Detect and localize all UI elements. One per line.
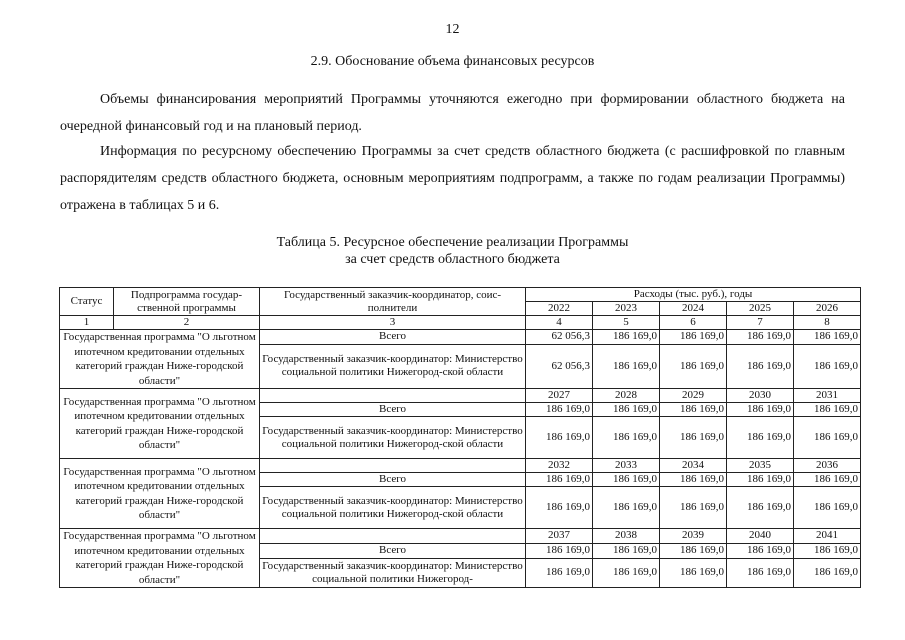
value-cell: 186 169,0 [593, 330, 660, 345]
column-number-row [60, 316, 861, 330]
year-cell: 2034 [660, 459, 727, 473]
header-subprogram: Подпрограмма государ-ственной программы [114, 288, 260, 316]
table-caption-line-1: Таблица 5. Ресурсное обеспечение реализации Программы [276, 235, 629, 250]
total-label: Всего [260, 543, 526, 558]
value-cell: 62 056,3 [526, 344, 593, 388]
value-cell: 186 169,0 [526, 543, 593, 558]
section-title: 2.9. Обоснование объема финансовых ресурсов [310, 54, 595, 69]
column-number: 3 [260, 316, 526, 330]
value-cell: 62 056,3 [526, 330, 593, 345]
value-cell: 186 169,0 [660, 330, 727, 345]
table-row [60, 330, 861, 345]
value-cell: 186 169,0 [526, 403, 593, 417]
value-cell: 186 169,0 [526, 473, 593, 487]
value-cell: 186 169,0 [526, 558, 593, 588]
program-name-cell: Государственная программа "О льготном ипотечном кредитовании отдельных категорий граждан Ниже-городской области" [60, 459, 260, 529]
value-cell: 186 169,0 [593, 417, 660, 459]
value-cell: 186 169,0 [794, 487, 861, 529]
year-cell: 2041 [794, 529, 861, 544]
header-year: 2024 [660, 302, 727, 316]
value-cell: 186 169,0 [593, 543, 660, 558]
column-number: 7 [727, 316, 794, 330]
year-cell: 2037 [526, 529, 593, 544]
column-number: 5 [593, 316, 660, 330]
value-cell: 186 169,0 [727, 417, 794, 459]
header-year: 2026 [794, 302, 861, 316]
value-cell: 186 169,0 [794, 543, 861, 558]
value-cell: 186 169,0 [794, 473, 861, 487]
total-label: Всего [260, 403, 526, 417]
coordinator-label: Государственный заказчик-координатор: Министерство социальной политики Нижегород-ской области [260, 344, 526, 388]
year-cell: 2029 [660, 389, 727, 403]
value-cell: 186 169,0 [660, 417, 727, 459]
value-cell: 186 169,0 [727, 330, 794, 345]
page-number: 12 [445, 22, 460, 37]
value-cell: 186 169,0 [794, 417, 861, 459]
program-name-cell: Государственная программа "О льготном ипотечном кредитовании отдельных категорий граждан Ниже-городской области" [60, 330, 260, 389]
year-cell: 2038 [593, 529, 660, 544]
value-cell: 186 169,0 [727, 344, 794, 388]
header-year: 2025 [727, 302, 794, 316]
coordinator-label: Государственный заказчик-координатор: Министерство социальной политики Нижегород- [260, 558, 526, 588]
value-cell: 186 169,0 [660, 543, 727, 558]
value-cell: 186 169,0 [593, 344, 660, 388]
coordinator-label: Государственный заказчик-координатор: Министерство социальной политики Нижегород-ской области [260, 487, 526, 529]
value-cell: 186 169,0 [660, 558, 727, 588]
year-cell: 2031 [794, 389, 861, 403]
value-cell: 186 169,0 [593, 403, 660, 417]
program-name-cell: Государственная программа "О льготном ипотечном кредитовании отдельных категорий граждан Ниже-городской области" [60, 529, 260, 588]
column-number: 6 [660, 316, 727, 330]
value-cell: 186 169,0 [794, 344, 861, 388]
year-row [60, 389, 861, 403]
header-year: 2022 [526, 302, 593, 316]
year-cell: 2030 [727, 389, 794, 403]
value-cell: 186 169,0 [660, 487, 727, 529]
paragraph-2: Информация по ресурсному обеспечению Программы за счет средств областного бюджета (с расшифровкой по главным распорядителям средств областного бюджета, основным мероприятиям подпрограмм, а также по годам реализации Программы) отражена в таблицах 5 и 6. [60, 144, 845, 213]
table-caption-line-2: за счет средств областного бюджета [345, 252, 560, 267]
year-cell: 2027 [526, 389, 593, 403]
column-number: 4 [526, 316, 593, 330]
table-caption [0, 234, 905, 268]
year-row [60, 529, 861, 544]
header-status: Статус [60, 288, 114, 316]
value-cell: 186 169,0 [660, 403, 727, 417]
value-cell: 186 169,0 [660, 473, 727, 487]
value-cell: 186 169,0 [593, 558, 660, 588]
value-cell: 186 169,0 [593, 473, 660, 487]
total-label: Всего [260, 473, 526, 487]
total-label: Всего [260, 330, 526, 345]
year-cell: 2039 [660, 529, 727, 544]
coordinator-label: Государственный заказчик-координатор: Министерство социальной политики Нижегород-ской области [260, 417, 526, 459]
resource-table [59, 287, 861, 588]
value-cell: 186 169,0 [526, 417, 593, 459]
column-number: 2 [114, 316, 260, 330]
value-cell: 186 169,0 [727, 543, 794, 558]
year-cell: 2028 [593, 389, 660, 403]
value-cell: 186 169,0 [727, 473, 794, 487]
value-cell: 186 169,0 [794, 558, 861, 588]
year-cell: 2035 [727, 459, 794, 473]
program-name-cell: Государственная программа "О льготном ипотечном кредитовании отдельных категорий граждан Ниже-городской области" [60, 389, 260, 459]
year-cell: 2032 [526, 459, 593, 473]
value-cell: 186 169,0 [727, 403, 794, 417]
value-cell: 186 169,0 [526, 487, 593, 529]
value-cell: 186 169,0 [727, 487, 794, 529]
header-customer: Государственный заказчик-координатор, соис-полнители [260, 288, 526, 316]
column-number: 1 [60, 316, 114, 330]
column-number: 8 [794, 316, 861, 330]
header-expenses: Расходы (тыс. руб.), годы [526, 288, 861, 302]
paragraph-1: Объемы финансирования мероприятий Программы уточняются ежегодно при формировании областного бюджета на очередной финансовый год и на плановый период. [60, 92, 845, 134]
year-row [60, 459, 861, 473]
value-cell: 186 169,0 [794, 403, 861, 417]
value-cell: 186 169,0 [727, 558, 794, 588]
year-cell: 2033 [593, 459, 660, 473]
value-cell: 186 169,0 [660, 344, 727, 388]
year-cell: 2036 [794, 459, 861, 473]
value-cell: 186 169,0 [593, 487, 660, 529]
value-cell: 186 169,0 [794, 330, 861, 345]
header-year: 2023 [593, 302, 660, 316]
year-cell: 2040 [727, 529, 794, 544]
